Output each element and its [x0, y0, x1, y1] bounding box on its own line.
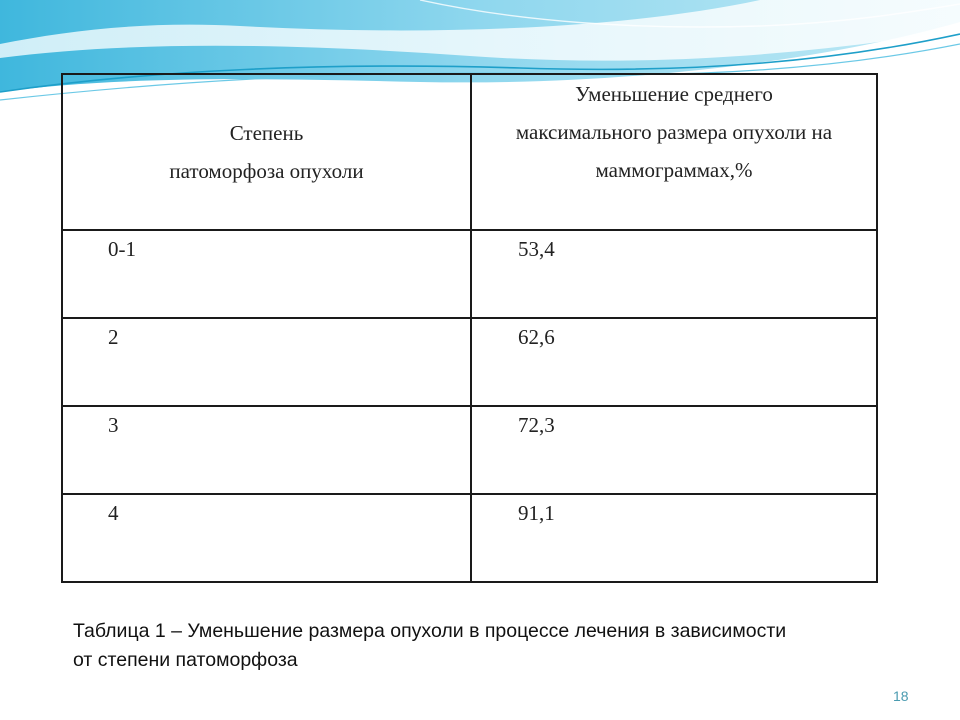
value-cell: 91,1 — [471, 494, 877, 582]
caption-line1: Таблица 1 – Уменьшение размера опухоли в процессе лечения в зависимости — [73, 620, 787, 642]
table-caption — [73, 617, 913, 675]
grade-cell: 0-1 — [62, 230, 471, 318]
header-reduction-line1: Уменьшение среднего — [575, 82, 773, 106]
value-cell: 53,4 — [471, 230, 877, 318]
grade-cell: 2 — [62, 318, 471, 406]
value-cell: 72,3 — [471, 406, 877, 494]
header-reduction-line2: максимального размера опухоли на — [515, 120, 833, 144]
table-header-row — [62, 74, 877, 230]
table-row — [62, 406, 877, 494]
patomorphosis-table — [61, 73, 878, 583]
grade-cell: 3 — [62, 406, 471, 494]
table-row — [62, 230, 877, 318]
caption-line2: от степени патоморфоза — [73, 649, 298, 671]
table-row — [62, 494, 877, 582]
header-grade-line1: Степень — [229, 121, 304, 145]
table-row — [62, 318, 877, 406]
header-reduction-line3: маммограммах,% — [595, 158, 753, 182]
header-cell-grade — [62, 74, 471, 230]
value-cell: 62,6 — [471, 318, 877, 406]
header-grade-line2: патоморфоза опухоли — [169, 159, 364, 183]
page-number: 18 — [893, 688, 909, 704]
grade-cell: 4 — [62, 494, 471, 582]
header-cell-reduction — [471, 74, 877, 230]
